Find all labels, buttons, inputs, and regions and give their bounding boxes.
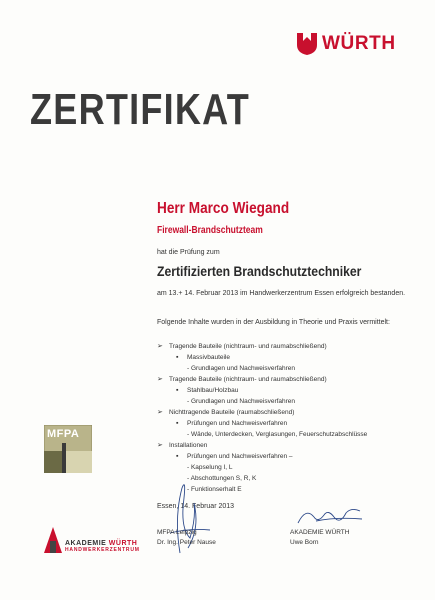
- list-item: [157, 418, 417, 429]
- contents-list: [157, 341, 417, 495]
- akademie-wurth-word: WÜRTH: [108, 540, 138, 547]
- place-date: Essen, 14. Februar 2013: [157, 503, 235, 510]
- akademie-logo-line1: [65, 540, 140, 547]
- recipient-name: Herr Marco Wiegand: [157, 200, 290, 217]
- arrow-bullet-icon: ➢: [157, 376, 163, 383]
- page-title: ZERTIFIKAT: [30, 85, 251, 134]
- list-item: [157, 341, 417, 352]
- akademie-logo-line2: HANDWERKERZENTRUM: [65, 547, 140, 553]
- square-bullet-icon: ▪: [176, 387, 179, 394]
- signature-icon: [296, 503, 366, 529]
- arrow-bullet-icon: ➢: [157, 409, 163, 416]
- list-item-text: Prüfungen und Nachweisverfahren: [187, 420, 288, 427]
- list-item-text: Tragende Bauteile (nichtraum- und raumabschließend): [169, 376, 327, 383]
- square-bullet-icon: ▪: [176, 420, 179, 427]
- list-item: [157, 462, 417, 473]
- passed-text: hat die Prüfung zum: [157, 249, 220, 256]
- list-item: [157, 429, 417, 440]
- list-item: [157, 385, 417, 396]
- list-item-text: Stahlbau/Holzbau: [187, 387, 239, 394]
- list-item-text: Installationen: [169, 442, 208, 449]
- wurth-logo: [297, 33, 396, 55]
- list-item: [157, 407, 417, 418]
- square-bullet-icon: ▪: [176, 453, 179, 460]
- recipient-team: Firewall-Brandschutzteam: [157, 225, 263, 236]
- qualification-title: Zertifizierten Brandschutztechniker: [157, 263, 362, 279]
- list-item-text: - Funktionserhalt E: [187, 486, 242, 493]
- list-item-text: - Kapselung I, L: [187, 464, 233, 471]
- wurth-logo-icon: [297, 33, 317, 55]
- signatory-right: [290, 528, 349, 548]
- exam-date-line: am 13.+ 14. Februar 2013 im Handwerkerzentrum Essen erfolgreich bestanden.: [157, 290, 406, 297]
- list-item: [157, 440, 417, 451]
- list-item: [157, 374, 417, 385]
- signatory-right-org: AKADEMIE WÜRTH: [290, 529, 350, 536]
- list-item-text: Tragende Bauteile (nichtraum- und raumabschließend): [169, 343, 327, 350]
- signatory-left: [157, 528, 216, 548]
- contents-intro: Folgende Inhalte wurden in der Ausbildung in Theorie und Praxis vermittelt:: [157, 319, 390, 326]
- list-item: [157, 451, 417, 462]
- list-item-text: - Grundlagen und Nachweisverfahren: [187, 398, 296, 405]
- list-item-text: Nichttragende Bauteile (raumabschließend): [169, 409, 295, 416]
- arrow-bullet-icon: ➢: [157, 343, 163, 350]
- akademie-logo: [44, 527, 140, 553]
- list-item-text: - Abschottungen S, R, K: [187, 475, 257, 482]
- list-item-text: - Wände, Unterdecken, Verglasungen, Feuerschutzabschlüsse: [187, 431, 368, 438]
- square-bullet-icon: ▪: [176, 354, 179, 361]
- list-item-text: - Grundlagen und Nachweisverfahren: [187, 365, 296, 372]
- list-item: [157, 396, 417, 407]
- signatory-right-name: Uwe Born: [290, 539, 319, 546]
- akademie-word: AKADEMIE: [65, 540, 107, 547]
- signatory-left-org: MFPA Leipzig: [157, 529, 197, 536]
- mfpa-logo: [44, 425, 92, 473]
- mfpa-logo-text: MFPA: [47, 428, 80, 440]
- arrow-bullet-icon: ➢: [157, 442, 163, 449]
- signatory-left-name: Dr. Ing. Peter Nause: [157, 539, 216, 546]
- akademie-logo-icon: [44, 527, 62, 553]
- list-item: [157, 363, 417, 374]
- list-item: [157, 352, 417, 363]
- brand-name: WÜRTH: [322, 33, 396, 54]
- list-item-text: Prüfungen und Nachweisverfahren –: [187, 453, 293, 460]
- list-item-text: Massivbauteile: [187, 354, 230, 361]
